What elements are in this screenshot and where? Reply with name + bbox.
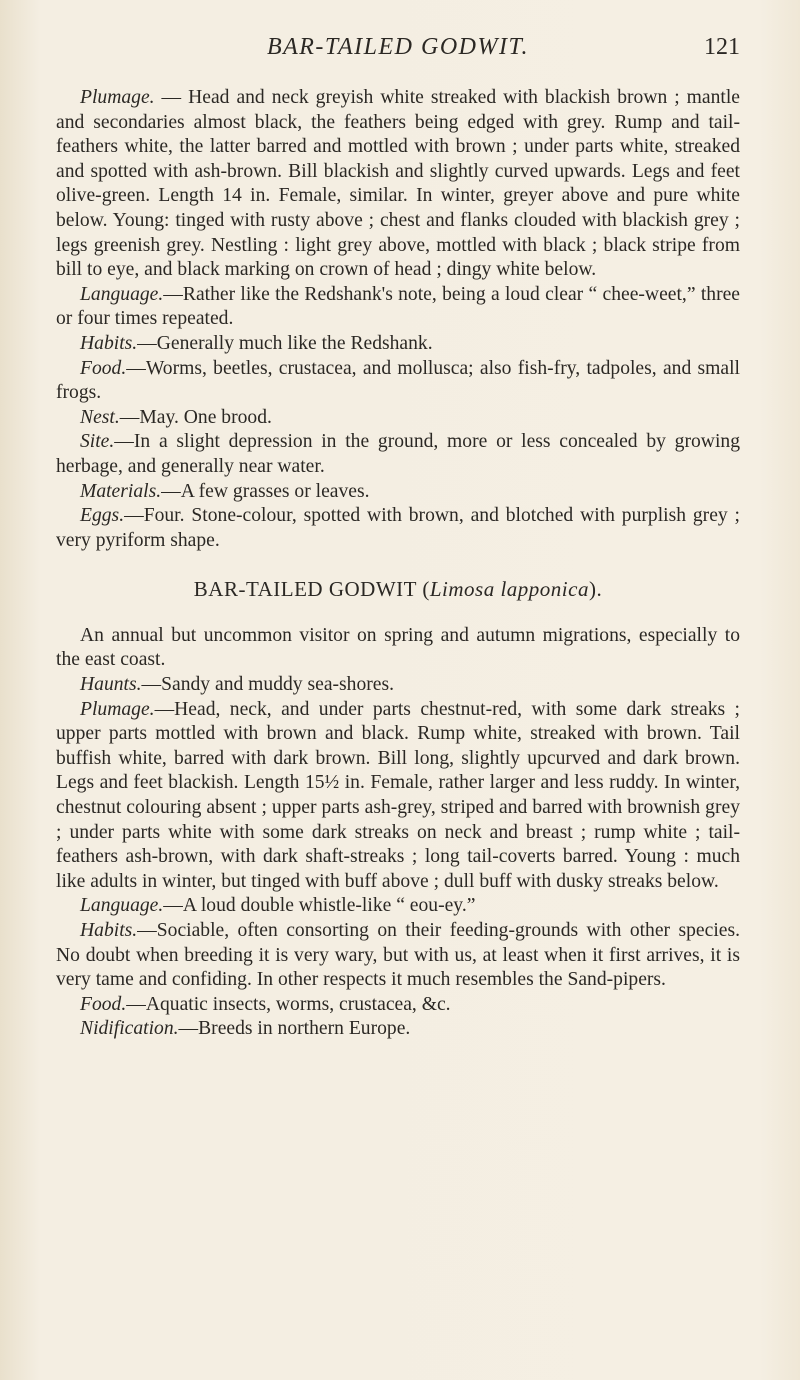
nest-label: Nest. xyxy=(80,406,120,428)
godwit-plumage-paragraph xyxy=(56,698,740,895)
godwit-habits-text: —Sociable, often consorting on their feeding-grounds with other species. No doubt when breeding it is very wary, but with us, at least when it first arrives, it is very tame and confiding. In other respects it much resembles the Sand-pipers. xyxy=(56,920,740,991)
food-paragraph xyxy=(56,357,740,406)
section-heading-end: ). xyxy=(588,577,603,602)
running-head xyxy=(56,26,740,66)
eggs-paragraph xyxy=(56,504,740,553)
plumage-paragraph xyxy=(56,86,740,283)
nest-paragraph xyxy=(56,406,740,431)
food-text: —Worms, beetles, crustacea, and mollusca; also fish-fry, tadpoles, and small frogs. xyxy=(56,357,740,404)
section-heading-title: BAR-TAILED GODWIT ( xyxy=(193,577,430,602)
godwit-habits-label: Habits. xyxy=(80,920,138,941)
language-text: —Rather like the Redshank's note, being a loud clear “ chee-weet,” three or four times repeated. xyxy=(56,283,740,330)
materials-paragraph xyxy=(56,480,740,505)
site-paragraph xyxy=(56,430,740,479)
eggs-text: —Four. Stone-colour, spotted with brown, and blotched with purplish grey ; very pyriform shape. xyxy=(56,505,740,551)
eggs-label: Eggs. xyxy=(80,505,125,527)
godwit-plumage-label: Plumage. xyxy=(80,698,155,720)
food-label: Food. xyxy=(80,357,127,379)
godwit-habits-paragraph xyxy=(56,919,740,993)
habits-label: Habits. xyxy=(80,332,138,354)
language-paragraph xyxy=(56,283,740,332)
page-number: 121 xyxy=(704,34,740,60)
site-label: Site. xyxy=(80,431,115,453)
section-heading xyxy=(56,577,740,602)
intro-paragraph: An annual but uncommon visitor on spring and autumn migrations, especially to the east coast. xyxy=(56,624,740,671)
haunts-label: Haunts. xyxy=(80,674,142,696)
godwit-plumage-text: —Head, neck, and under parts chestnut-red, with some dark streaks ; upper parts mottled with brown and black. Rump white, streaked with brown. Tail buffish white, barred with dark brown. Bill long, slightly upcurved and dark brown. Legs and feet blackish. Length 15½ in. Female, rather larger and less ruddy. In winter, chestnut colouring absent ; upper parts ash-grey, striped and barred with brownish grey ; under parts white with some dark streaks on neck and breast ; rump white ; tail-feathers ash-brown, with dark shaft-streaks ; long tail-coverts barred. Young : much like adults in winter, but tinged with buff above ; dull buff with dusky streaks below. xyxy=(56,698,740,892)
text-block xyxy=(56,86,740,1042)
language-label: Language. xyxy=(80,283,164,305)
plumage-text: — Head and neck greyish white streaked with blackish brown ; mantle and secondaries almost black, the feathers being edged with grey. Rump and tail-feathers white, the latter barred and mottled with brown ; under parts white, streaked and spotted with ash-brown. Bill blackish and slightly curved upwards. Legs and feet olive-green. Length 14 in. Female, similar. In winter, greyer above and pure white below. Young: tinged with rusty above ; chest and flanks clouded with blackish grey ; legs greenish grey. Nestling : light grey above, mottled with black ; black stripe from bill to eye, and black marking on crown of head ; dingy white below. xyxy=(56,87,740,281)
godwit-food-text: —Aquatic insects, worms, crustacea, &c. xyxy=(126,993,451,1015)
habits-text: —Generally much like the Redshank. xyxy=(137,332,433,354)
site-text: —In a slight depression in the ground, more or less concealed by growing herbage, and generally near water. xyxy=(56,431,740,477)
plumage-label: Plumage. xyxy=(80,87,155,108)
godwit-language-paragraph xyxy=(56,894,740,919)
scientific-name: Limosa lapponica xyxy=(429,577,589,602)
nest-text: —May. One brood. xyxy=(119,406,272,428)
haunts-text: —Sandy and muddy sea-shores. xyxy=(141,674,395,696)
materials-text: —A few grasses or leaves. xyxy=(161,480,370,502)
habits-paragraph xyxy=(56,332,740,357)
nidification-label: Nidification. xyxy=(80,1018,179,1040)
godwit-language-label: Language. xyxy=(80,895,164,917)
godwit-language-text: —A loud double whistle-like “ eou-ey.” xyxy=(163,895,476,917)
haunts-paragraph xyxy=(56,673,740,698)
godwit-food-paragraph xyxy=(56,993,740,1018)
running-title: BAR-TAILED GODWIT. xyxy=(266,34,530,60)
nidification-paragraph xyxy=(56,1017,740,1042)
godwit-food-label: Food. xyxy=(80,993,127,1015)
nidification-text: —Breeds in northern Europe. xyxy=(178,1018,411,1040)
materials-label: Materials. xyxy=(80,480,162,502)
